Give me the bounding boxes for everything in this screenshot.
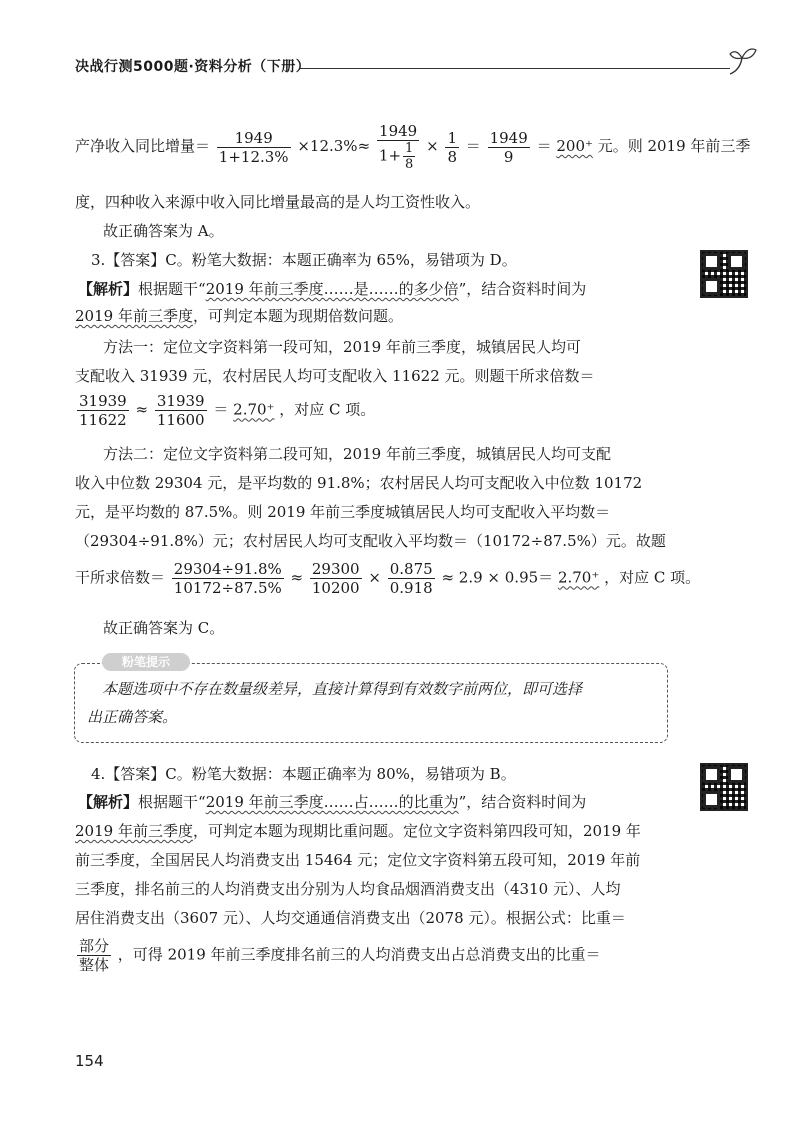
q4-line5: 居住消费支出（3607 元）、人均交通通信消费支出（2078 元）。根据公式：比重＝ [75,909,626,927]
tip-line2: 出正确答案。 [87,708,178,726]
method1-line2: 支配收入 31939 元，农村居民人均可支配收入 11622 元。则题干所求倍数＝ [75,367,595,385]
q3-analysis-line2: 2019 年前三季度，可判定本题为现期倍数问题。 [75,307,403,325]
method1-line1: 方法一：定位文字资料第一段可知，2019 年前三季度，城镇居民人均可 [103,338,581,356]
method2-line2: 收入中位数 29304 元，是平均数的 91.8%；农村居民人均可支配收入中位数 10172 [75,474,643,492]
qr-code-icon[interactable] [700,250,748,298]
q3-conclusion: 故正确答案为 C。 [103,619,225,637]
formula-line: 产净收入同比增量＝ $\frac{1949}{1+12.3\%}$ ×12.3%≈ 1949 1+ $\frac{1}{8}$ × $\frac{1}{8}$ ＝ $\frac{1949}{9}$ ＝ 200⁺ 元。则 2019 年前三季 [75,122,751,172]
method2-line4: （29304÷91.8%）元；农村居民人均可支配收入平均数＝（10172÷87.5%）元。故题 [75,532,666,550]
leaf-icon [728,44,758,80]
tip-tag: 粉笔提示 [102,653,190,671]
method2-line1: 方法二：定位文字资料第二段可知，2019 年前三季度，城镇居民人均可支配 [103,445,611,463]
paragraph-line: 度，四种收入来源中收入同比增量最高的是人均工资性收入。 [75,193,481,211]
q4-formula-line: $\frac{\text{部分}}{\text{整体}}$ ，可得 2019 年前三季度排名前三的人均消费支出占总消费支出的比重＝ [79,937,601,974]
header-rule [300,68,730,69]
q4-line2: 2019 年前三季度，可判定本题为现期比重问题。定位文字资料第四段可知，2019 年 [75,822,641,840]
method2-line3: 元，是平均数的 87.5%。则 2019 年前三季度城镇居民人均可支配收入平均数＝ [75,503,611,521]
q4-line3: 前三季度，全国居民人均消费支出 15464 元；定位文字资料第五段可知，2019 年前 [75,851,641,869]
q4-line4: 三季度，排名前三的人均消费支出分别为人均食品烟酒消费支出（4310 元）、人均 [75,880,621,898]
conclusion-text: 故正确答案为 A。 [103,222,224,240]
qr-code-icon[interactable] [700,763,748,811]
method1-formula: $\frac{31939}{11622}$ ≈ $\frac{31939}{11600}$ ＝ 2.70⁺ ，对应 C 项。 [79,392,376,429]
tip-line1: 本题选项中不存在数量级差异，直接计算得到有效数字前两位，即可选择 [102,680,583,698]
q3-answer: 3.【答案】C。粉笔大数据：本题正确率为 65%，易错项为 D。 [91,251,517,269]
q3-analysis: 【解析】根据题干“2019 年前三季度……是……的多少倍”，结合资料时间为 [78,280,587,298]
q4-answer: 4.【答案】C。粉笔大数据：本题正确率为 80%，易错项为 B。 [91,765,516,783]
q4-analysis: 【解析】根据题干“2019 年前三季度……占……的比重为”，结合资料时间为 [78,793,587,811]
method2-formula: 干所求倍数＝ $\frac{29304\div 91.8\%}{10172\div 87.5\%}$ ≈ $\frac{29300}{10200}$ × $\frac{0.875}{0.918}$ ≈ 2.9 × 0.95＝ 2.70⁺ ，对应 C 项。 [75,560,701,597]
running-header: 决战行测5000题·资料分析（下册） [75,59,311,75]
page-number: 154 [75,1052,104,1070]
